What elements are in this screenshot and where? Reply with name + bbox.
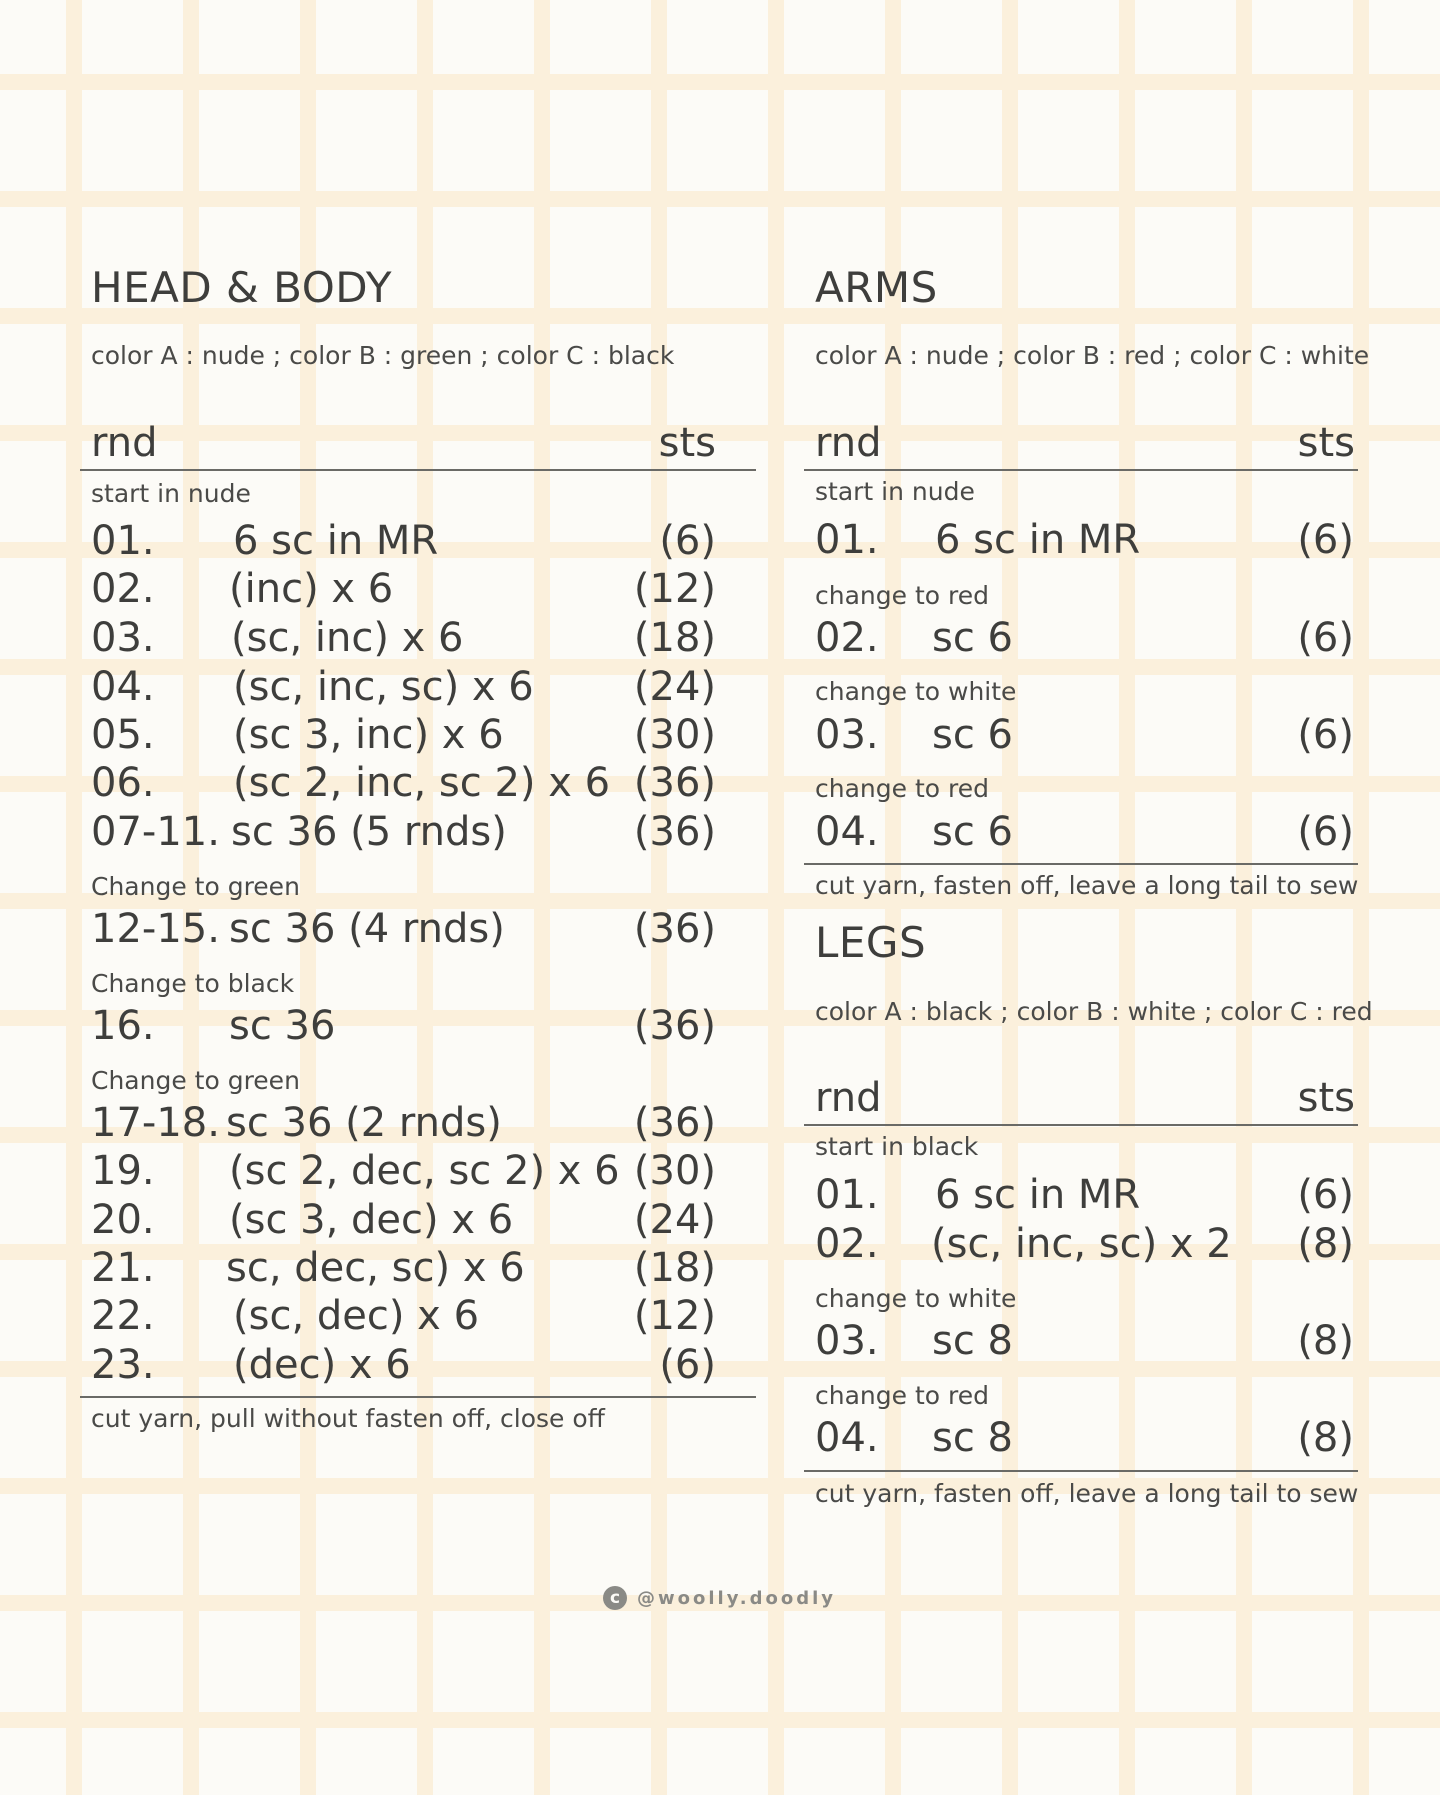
arms-start-note: start in nude <box>815 477 975 506</box>
color-change-note: Change to green <box>91 1066 300 1095</box>
instruction: (dec) x 6 <box>233 1342 411 1388</box>
stitch-count: (12) <box>633 1293 716 1339</box>
stitch-count: (12) <box>633 566 716 612</box>
head-body-sts-header: sts <box>658 420 716 466</box>
legs-colors: color A : black ; color B : white ; color C : red <box>815 997 1373 1026</box>
instruction: 6 sc in MR <box>233 518 439 564</box>
legs-end-note: cut yarn, fasten off, leave a long tail to sew <box>815 1479 1359 1508</box>
rnd-number: 20. <box>91 1197 155 1243</box>
color-change-note: change to red <box>815 1381 989 1410</box>
rnd-number: 04. <box>815 809 879 855</box>
instruction: sc 8 <box>932 1318 1013 1364</box>
instruction: sc 36 <box>229 1003 336 1049</box>
legs-title: LEGS <box>815 918 927 967</box>
arms-rnd-header: rnd <box>815 420 882 466</box>
stitch-count: (30) <box>633 1148 716 1194</box>
stitch-count: (8) <box>1297 1221 1354 1267</box>
stitch-count: (24) <box>633 1197 716 1243</box>
instruction: (sc 2, inc, sc 2) x 6 <box>233 760 611 806</box>
stitch-count: (18) <box>633 615 716 661</box>
rnd-number: 04. <box>91 664 155 710</box>
legs-table-header <box>804 1075 1358 1126</box>
instruction: (sc 3, inc) x 6 <box>233 712 504 758</box>
stitch-count: (6) <box>1297 712 1354 758</box>
stitch-count: (18) <box>633 1245 716 1291</box>
stitch-count: (6) <box>1297 1172 1354 1218</box>
arms-title: ARMS <box>815 263 938 312</box>
legs-start-note: start in black <box>815 1132 979 1161</box>
rnd-number: 22. <box>91 1293 155 1339</box>
instruction: sc 6 <box>932 809 1013 855</box>
copyright-icon: c <box>603 1586 627 1610</box>
instruction: (sc 3, dec) x 6 <box>229 1197 514 1243</box>
rnd-number: 19. <box>91 1148 155 1194</box>
legs-bottom-rule <box>804 1470 1358 1472</box>
head-body-rnd-header: rnd <box>91 420 158 466</box>
legs-sts-header: sts <box>1297 1075 1355 1121</box>
instruction: sc 36 (4 rnds) <box>229 906 505 952</box>
instruction: sc 6 <box>932 712 1013 758</box>
arms-bottom-rule <box>804 863 1358 865</box>
arms-colors: color A : nude ; color B : red ; color C : white <box>815 341 1370 370</box>
rnd-number: 03. <box>91 615 155 661</box>
stitch-count: (36) <box>633 1003 716 1049</box>
stitch-count: (36) <box>633 1100 716 1146</box>
stitch-count: (6) <box>1297 809 1354 855</box>
head-body-table-header <box>80 420 756 471</box>
legs-rnd-header: rnd <box>815 1075 882 1121</box>
stitch-count: (36) <box>633 906 716 952</box>
rnd-number: 23. <box>91 1342 155 1388</box>
rnd-number: 12-15. <box>91 906 220 952</box>
head-body-end-note: cut yarn, pull without fasten off, close off <box>91 1404 605 1433</box>
rnd-number: 03. <box>815 1318 879 1364</box>
rnd-number: 02. <box>91 566 155 612</box>
rnd-number: 01. <box>815 517 879 563</box>
instruction: 6 sc in MR <box>935 517 1141 563</box>
instruction: sc 6 <box>932 615 1013 661</box>
color-change-note: change to white <box>815 677 1017 706</box>
arms-sts-header: sts <box>1297 420 1355 466</box>
rnd-number: 06. <box>91 760 155 806</box>
instruction: (sc 2, dec, sc 2) x 6 <box>229 1148 620 1194</box>
head-body-title: HEAD & BODY <box>91 263 392 312</box>
rnd-number: 21. <box>91 1245 155 1291</box>
rnd-number: 02. <box>815 615 879 661</box>
rnd-number: 16. <box>91 1003 155 1049</box>
credit <box>603 1585 836 1611</box>
instruction: (sc, inc) x 6 <box>231 615 464 661</box>
instruction: (sc, inc, sc) x 2 <box>931 1221 1232 1267</box>
instruction: sc 36 (5 rnds) <box>231 809 507 855</box>
instruction: sc, dec, sc) x 6 <box>226 1245 525 1291</box>
color-change-note: Change to black <box>91 969 295 998</box>
rnd-number: 02. <box>815 1221 879 1267</box>
stitch-count: (36) <box>633 760 716 806</box>
instruction: sc 36 (2 rnds) <box>226 1100 502 1146</box>
rnd-number: 05. <box>91 712 155 758</box>
stitch-count: (6) <box>659 1342 716 1388</box>
arms-end-note: cut yarn, fasten off, leave a long tail to sew <box>815 871 1359 900</box>
arms-table-header <box>804 420 1358 471</box>
head-body-start-note: start in nude <box>91 479 251 508</box>
instruction: (inc) x 6 <box>229 566 394 612</box>
instruction: (sc, inc, sc) x 6 <box>233 664 534 710</box>
instruction: 6 sc in MR <box>935 1172 1141 1218</box>
color-change-note: change to white <box>815 1284 1017 1313</box>
instruction: (sc, dec) x 6 <box>233 1293 480 1339</box>
instruction: sc 8 <box>932 1415 1013 1461</box>
rnd-number: 01. <box>91 518 155 564</box>
rnd-number: 17-18. <box>91 1100 220 1146</box>
stitch-count: (8) <box>1297 1318 1354 1364</box>
head-body-bottom-rule <box>80 1396 756 1398</box>
head-body-colors: color A : nude ; color B : green ; color C : black <box>91 341 675 370</box>
stitch-count: (24) <box>633 664 716 710</box>
stitch-count: (36) <box>633 809 716 855</box>
stitch-count: (6) <box>1297 615 1354 661</box>
stitch-count: (30) <box>633 712 716 758</box>
rnd-number: 03. <box>815 712 879 758</box>
credit-handle: @woolly.doodly <box>637 1587 837 1609</box>
rnd-number: 07-11. <box>91 809 220 855</box>
stitch-count: (6) <box>659 518 716 564</box>
rnd-number: 01. <box>815 1172 879 1218</box>
color-change-note: change to red <box>815 581 989 610</box>
color-change-note: change to red <box>815 774 989 803</box>
stitch-count: (6) <box>1297 517 1354 563</box>
rnd-number: 04. <box>815 1415 879 1461</box>
color-change-note: Change to green <box>91 872 300 901</box>
stitch-count: (8) <box>1297 1415 1354 1461</box>
